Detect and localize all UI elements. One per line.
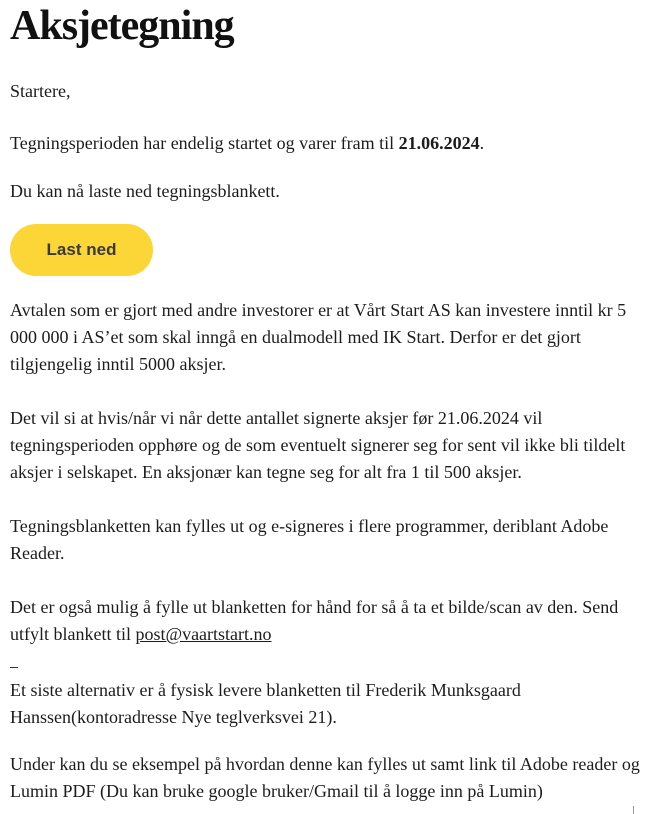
paragraph-period-end: Det vil si at hvis/når vi når dette antallet signerte aksjer før 21.06.2024 vil tegningsperioden opphøre og de som eventuelt signerer seg for sent vil ikke bli tildelt aksjer i selskapet. En aksjonær kan tegne seg for alt fra 1 til 500 aksjer. xyxy=(10,408,626,482)
paragraph-manual xyxy=(10,594,640,648)
period-text xyxy=(10,130,640,157)
greeting: Startere, xyxy=(10,81,71,101)
paragraph-physical: Et siste alternativ er å fysisk levere blanketten til Frederik Munksgaard Hanssen(kontoradresse Nye teglverksvei 21). xyxy=(10,680,521,727)
email-link[interactable]: post@vaartstart.no xyxy=(135,624,272,644)
download-text: Du kan nå laste ned tegningsblankett. xyxy=(10,181,280,201)
download-button[interactable]: Last ned xyxy=(10,224,153,276)
paragraph-example: Under kan du se eksempel på hvordan denne kan fylles ut samt link til Adobe reader og Lumin PDF (Du kan bruke google bruker/Gmail til å logge inn på Lumin) xyxy=(10,754,640,801)
period-label: Tegningsperioden har endelig startet og varer fram til xyxy=(10,133,399,153)
period-suffix: . xyxy=(479,133,485,153)
period-date: 21.06.2024 xyxy=(398,133,480,153)
divider-mark xyxy=(10,667,18,668)
scroll-mark xyxy=(633,806,634,814)
paragraph-esign: Tegningsblanketten kan fylles ut og e-signeres i flere programmer, deriblant Adobe Reader. xyxy=(10,516,609,563)
manual-text: Det er også mulig å fylle ut blanketten for hånd for så å ta et bilde/scan av den. Send utfylt blankett til xyxy=(10,597,619,644)
page-title: Aksjetegning xyxy=(10,3,234,49)
paragraph-investors: Avtalen som er gjort med andre investorer er at Vårt Start AS kan investere inntil kr 5 000 000 i AS’et som skal inngå en dualmodell med IK Start. Derfor er det gjort tilgjengelig inntil 5000 aksjer. xyxy=(10,300,627,374)
